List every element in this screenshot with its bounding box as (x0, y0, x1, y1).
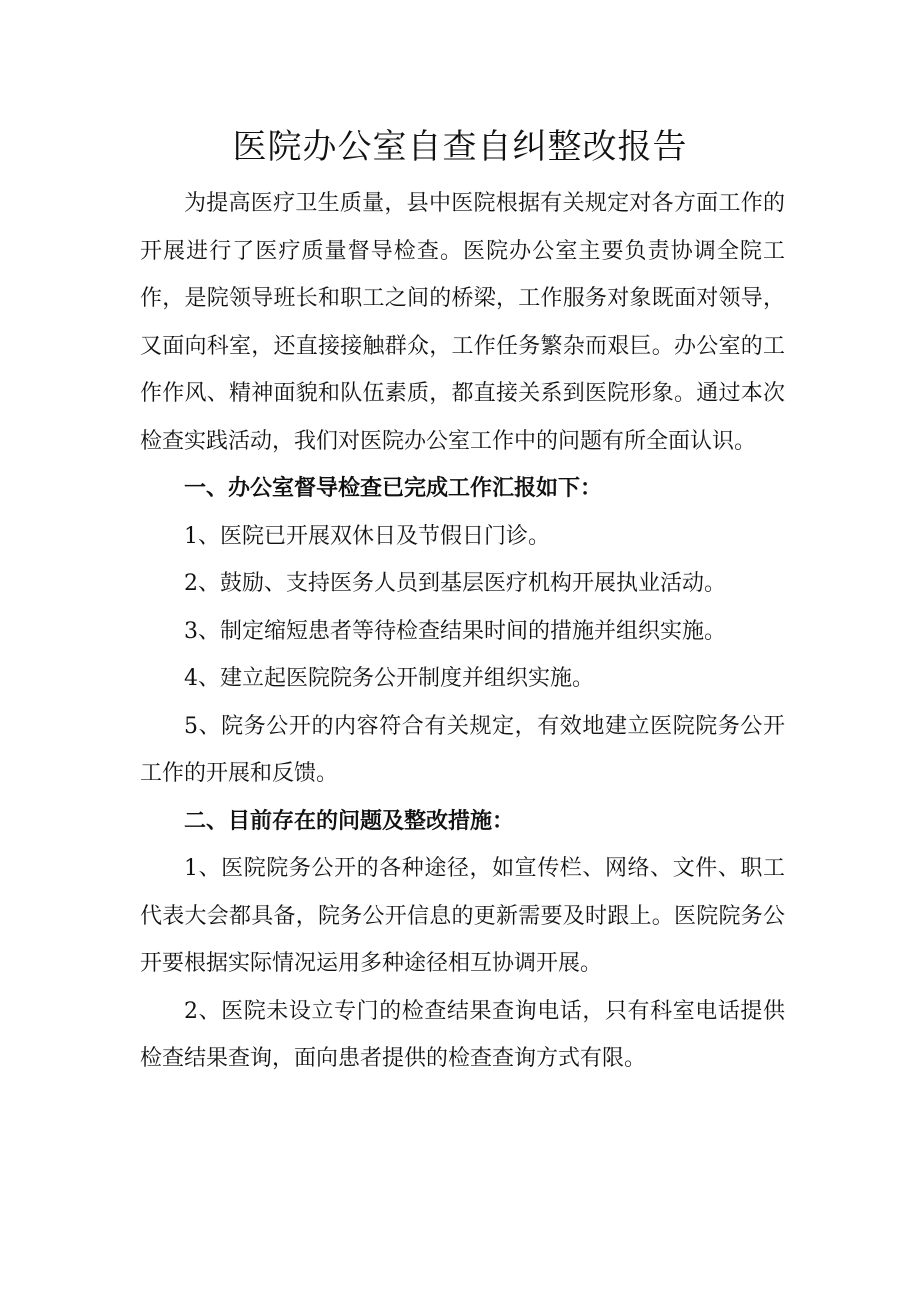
intro-paragraph: 为提高医疗卫生质量，县中医院根据有关规定对各方面工作的开展进行了医疗质量督导检查。医院办公室主要负责协调全院工作，是院领导班长和职工之间的桥梁，工作服务对象既面对领导，又面向科室，还直接接触群众，工作任务繁杂而艰巨。办公室的工作作风、精神面貌和队伍素质，都直接关系到医院形象。通过本次检查实践活动，我们对医院办公室工作中的问题有所全面认识。 (140, 191, 785, 454)
document-body (140, 180, 785, 1083)
section-2-item: 2、医院未设立专门的检查结果查询电话，只有科室电话提供检查结果查询，面向患者提供的检查查询方式有限。 (140, 998, 785, 1071)
section-1-item: 4、建立起医院院务公开制度并组织实施。 (184, 666, 594, 691)
section-1-item: 2、鼓励、支持医务人员到基层医疗机构开展执业活动。 (184, 571, 726, 596)
document-title: 医院办公室自查自纠整改报告 (232, 127, 688, 167)
section-2-heading: 二、目前存在的问题及整改措施： (184, 808, 515, 834)
section-1-item: 1、医院已开展双休日及节假日门诊。 (184, 523, 550, 549)
section-1-item: 5、院务公开的内容符合有关规定，有效地建立医院院务公开工作的开展和反馈。 (140, 713, 785, 786)
section-1-item: 3、制定缩短患者等待检查结果时间的措施并组织实施。 (184, 618, 726, 644)
section-2-item: 1、医院院务公开的各种途径，如宣传栏、网络、文件、职工代表大会都具备，院务公开信息的更新需要及时跟上。医院院务公开要根据实际情况运用多种途径相互协调开展。 (140, 856, 785, 976)
section-1-heading: 一、办公室督导检查已完成工作汇报如下： (184, 476, 603, 501)
